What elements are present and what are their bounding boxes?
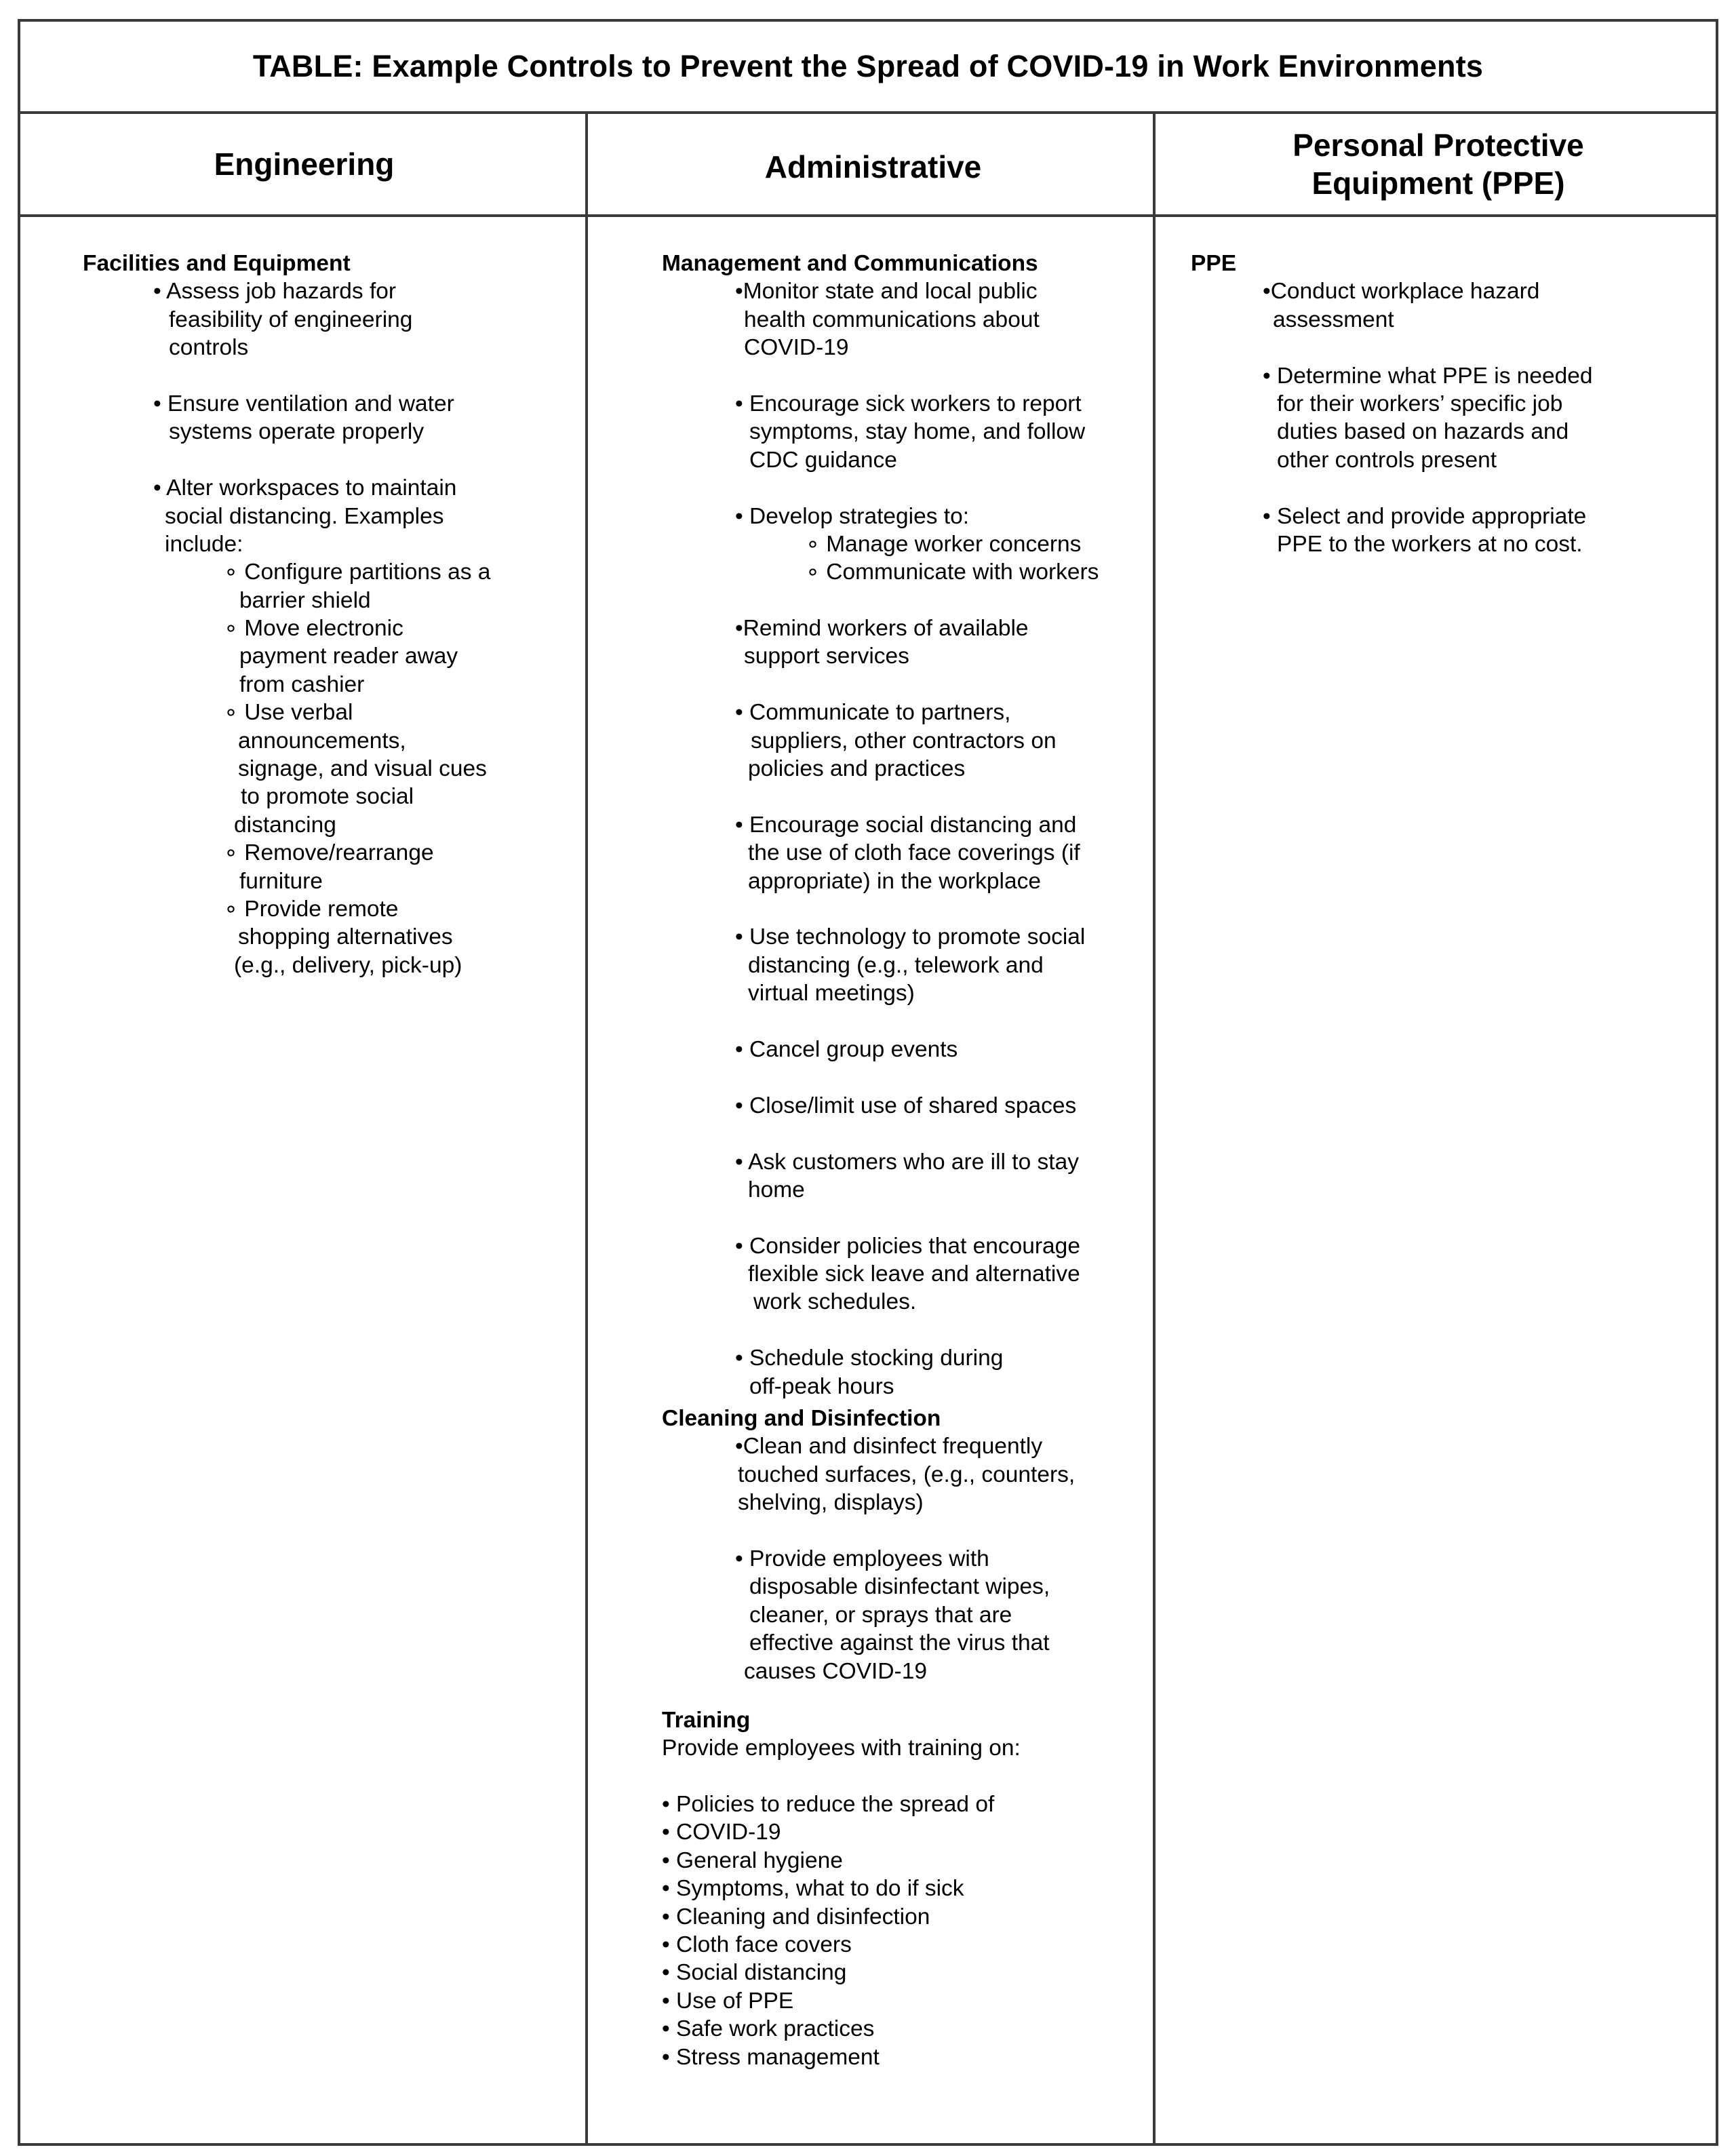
bullet-continuation: suppliers, other contractors on [751, 728, 1057, 753]
sub-bullet-item: ∘ Manage worker concerns [806, 531, 1082, 557]
bullet-continuation: causes COVID-19 [744, 1658, 927, 1684]
administrative-header [591, 114, 1156, 217]
administrative-cell [662, 250, 1099, 2071]
bullet-continuation: support services [744, 644, 909, 669]
bullet-continuation: feasibility of engineering [169, 307, 413, 332]
table-title: TABLE: Example Controls to Prevent the Spread of COVID-19 in Work Environments [252, 49, 1484, 83]
section-intro: Provide employees with training on: [662, 1736, 1021, 1761]
section-title: Training [662, 1707, 751, 1733]
bullet-continuation: social distancing. Examples [165, 503, 444, 529]
engineering-header [20, 114, 588, 214]
header-row [20, 114, 1716, 217]
bullet-continuation: flexible sick leave and alternative [748, 1261, 1080, 1287]
bullet-continuation: PPE to the workers at no cost. [1277, 531, 1583, 557]
engineering-cell [83, 250, 491, 979]
sub-bullet-continuation: barrier shield [239, 587, 371, 613]
bullet-continuation: home [748, 1177, 805, 1202]
column-divider-1 [585, 114, 588, 2143]
bullet-item: • Alter workspaces to maintain [153, 475, 457, 501]
bullet-continuation: other controls present [1277, 447, 1497, 473]
sub-bullet-continuation: signage, and visual cues [238, 756, 487, 782]
bullet-continuation: assessment [1273, 307, 1394, 332]
ppe-cell [1191, 250, 1593, 558]
list-item: • Cloth face covers [662, 1932, 852, 1958]
ppe-header-line2: Equipment (PPE) [1311, 165, 1565, 201]
bullet-item: •Clean and disinfect frequently [735, 1434, 1043, 1459]
sub-bullet-continuation: (e.g., delivery, pick-up) [234, 952, 462, 978]
bullet-continuation: controls [169, 335, 249, 361]
list-item: • Use of PPE [662, 1988, 794, 2014]
bullet-continuation: systems operate properly [169, 419, 425, 445]
sub-bullet-item: ∘ Communicate with workers [806, 560, 1099, 585]
list-item: • General hygiene [662, 1847, 843, 1873]
bullet-item: •Remind workers of available [735, 616, 1029, 642]
sub-bullet-item: ∘ Remove/rearrange [224, 840, 434, 866]
bullet-item: • Select and provide appropriate [1263, 503, 1587, 529]
sub-bullet-item: ∘ Move electronic [224, 616, 403, 642]
sub-bullet-continuation: announcements, [238, 728, 406, 753]
bullet-item: • Encourage sick workers to report [735, 391, 1082, 416]
bullet-item: • Consider policies that encourage [735, 1233, 1080, 1259]
section-title: Cleaning and Disinfection [662, 1406, 941, 1432]
bullet-continuation: symptoms, stay home, and follow [749, 419, 1086, 445]
list-item: • Stress management [662, 2044, 880, 2070]
bullet-continuation: include: [165, 531, 243, 557]
bullet-continuation: distancing (e.g., telework and [748, 952, 1044, 978]
bullet-item: • Encourage social distancing and [735, 812, 1077, 838]
bullet-continuation: COVID-19 [744, 335, 849, 361]
bullet-item: • Provide employees with [735, 1546, 989, 1571]
title-row [20, 22, 1716, 114]
bullet-item: • Cancel group events [735, 1036, 958, 1062]
bullet-item: • Develop strategies to: [735, 503, 970, 529]
section-title: PPE [1191, 251, 1237, 276]
sub-bullet-item: ∘ Provide remote [224, 896, 399, 922]
bullet-continuation: for their workers’ specific job [1277, 391, 1563, 416]
sub-bullet-continuation: to promote social [241, 784, 414, 810]
sub-bullet-continuation: distancing [234, 812, 336, 838]
ppe-header [1158, 114, 1718, 214]
administrative-header-text: Administrative [764, 149, 982, 184]
sub-bullet-continuation: from cashier [239, 671, 365, 697]
section-title: Facilities and Equipment [83, 251, 351, 276]
list-item: • Symptoms, what to do if sick [662, 1876, 964, 1902]
column-divider-2 [1153, 114, 1156, 2143]
bullet-continuation: work schedules. [753, 1289, 917, 1315]
sub-bullet-continuation: furniture [239, 868, 323, 894]
bullet-continuation: duties based on hazards and [1277, 419, 1569, 445]
list-item: • Social distancing [662, 1960, 847, 1986]
sub-bullet-continuation: shopping alternatives [238, 924, 453, 950]
sub-bullet-continuation: payment reader away [239, 644, 458, 669]
engineering-header-text: Engineering [214, 146, 395, 182]
list-item: • COVID-19 [662, 1820, 781, 1845]
ppe-header-line1: Personal Protective [1293, 128, 1584, 163]
bullet-continuation: touched surfaces, (e.g., counters, [738, 1462, 1076, 1487]
list-item: • Cleaning and disinfection [662, 1904, 930, 1929]
bullet-item: • Determine what PPE is needed [1263, 363, 1593, 389]
bullet-item: • Assess job hazards for [153, 279, 397, 305]
sub-bullet-item: ∘ Use verbal [224, 700, 353, 726]
bullet-item: • Ensure ventilation and water [153, 391, 454, 416]
bullet-item: • Schedule stocking during [735, 1346, 1004, 1371]
bullet-continuation: CDC guidance [749, 447, 897, 473]
bullet-item: • Communicate to partners, [735, 700, 1011, 726]
controls-table [18, 19, 1718, 2146]
bullet-continuation: appropriate) in the workplace [748, 868, 1042, 894]
section-title: Management and Communications [662, 251, 1038, 276]
bullet-item: •Conduct workplace hazard [1263, 279, 1540, 305]
bullet-continuation: the use of cloth face coverings (if [748, 840, 1080, 866]
list-item: • Policies to reduce the spread of [662, 1792, 995, 1818]
bullet-continuation: policies and practices [748, 756, 966, 782]
bullet-item: •Monitor state and local public [735, 279, 1038, 305]
bullet-item: • Ask customers who are ill to stay [735, 1149, 1079, 1175]
bullet-continuation: off-peak hours [749, 1373, 894, 1399]
bullet-continuation: virtual meetings) [748, 981, 915, 1006]
bullet-continuation: cleaner, or sprays that are [749, 1602, 1012, 1628]
bullet-item: • Use technology to promote social [735, 924, 1086, 950]
list-item: • Safe work practices [662, 2016, 875, 2042]
bullet-continuation: effective against the virus that [749, 1630, 1050, 1656]
sub-bullet-item: ∘ Configure partitions as a [224, 560, 491, 585]
bullet-continuation: health communications about [744, 307, 1040, 332]
bullet-item: • Close/limit use of shared spaces [735, 1093, 1077, 1118]
bullet-continuation: disposable disinfectant wipes, [749, 1574, 1050, 1600]
bullet-continuation: shelving, displays) [738, 1490, 924, 1516]
